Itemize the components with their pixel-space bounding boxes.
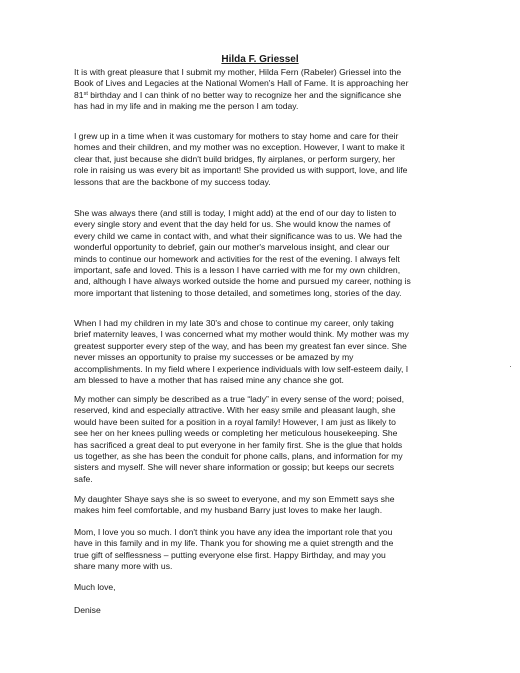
text-line: greatest supporter every step of the way, and has been my greatest fan ever since. She	[74, 340, 407, 351]
birthday-number: 81	[74, 89, 84, 100]
text-line: When I had my children in my late 30's and chose to continue my career, only taking	[74, 318, 394, 328]
paragraph-family	[74, 494, 469, 517]
paragraph-career	[74, 318, 469, 386]
text-line: My daughter Shaye says she is so sweet to everyone, and my son Emmett says she	[74, 494, 395, 504]
text-line: I grew up in a time when it was customary for mothers to stay home and care for their	[74, 131, 399, 141]
text-line: true gift of selflessness – putting everyone else first. Happy Birthday, and may you	[74, 549, 386, 560]
text-line: lessons that are the backbone of my success today.	[74, 176, 271, 187]
text-line: important, safe and loved. This is a lesson I have carried with me for my own children,	[74, 265, 401, 276]
letter-signature: Denise	[74, 605, 101, 615]
text-line: reserved, kind and especially attractive. With her easy smile and pleasant laugh, she	[74, 405, 396, 416]
text-line: brief maternity leaves, I was concerned what my mother would think. My mother was my	[74, 329, 409, 340]
text-line: have in this family and in my life. Thank you for showing me a quiet strength and the	[74, 538, 394, 549]
text-line: accomplishments. In my field where I experience individuals with low self-esteem daily, I	[74, 363, 409, 374]
letter-closing: Much love,	[74, 582, 116, 592]
text-line: My mother can simply be described as a true “lady” in every sense of the word; poised,	[74, 394, 405, 404]
intro-line-1: It is with great pleasure that I submit my mother, Hilda Fern (Rabeler) Griessel into the	[74, 67, 402, 77]
text-line: us together, as she has been the conduit for phone calls, plans, and information for my	[74, 451, 403, 462]
text-line: role in raising us was every bit as important! She provided us with support, love, and life	[74, 165, 408, 176]
scan-speck	[510, 366, 511, 367]
ordinal-suffix: st	[83, 90, 88, 97]
text-line: see her on her knees pulling weeds or completing her meticulous housekeeping. She	[74, 428, 398, 439]
text-line: minds to continue our homework and activities for the rest of the evening. I always felt	[74, 253, 400, 264]
text-line: makes him feel comfortable, and my husband Barry just loves to make her laugh.	[74, 505, 383, 516]
paragraph-love-you	[74, 527, 469, 573]
paragraph-always-there	[74, 208, 469, 299]
text-line: every child we came in contact with, and what their significance was to us. We had the	[74, 230, 403, 241]
text-line: homes and their children, and my mother was no exception. However, I want to make it	[74, 142, 405, 153]
text-line: has sacrificed a great deal to put everyone in her family first. She is the glue that holds	[74, 439, 403, 450]
text-line: never misses an opportunity to praise my successes or be amazed by my	[74, 352, 354, 363]
paragraph-true-lady	[74, 394, 469, 485]
letter-title: Hilda F. Griessel	[221, 54, 299, 65]
text-line: wonderful opportunity to debrief, gain our mother's marvelous insight, and clear our	[74, 242, 390, 253]
intro-line-3	[74, 90, 469, 101]
text-line: every single story and event that the day held for us. She would know the names of	[74, 219, 391, 230]
text-line: more important that listening to those detailed, and sometimes long, stories of the day.	[74, 287, 402, 298]
text-line: am blessed to have a mother that has raised mine any chance she got.	[74, 375, 344, 386]
intro-line-2: Book of Lives and Legacies at the National Women's Hall of Fame. It is approaching her	[74, 78, 409, 89]
text-line: safe.	[74, 473, 93, 484]
intro-line-3-rest: birthday and I can think of no better way to recognize her and the significance she	[87, 89, 402, 100]
text-line: would have been suited for a position in a royal family! However, I am just as likely to	[74, 416, 396, 427]
text-line: Mom, I love you so much. I don't think you have any idea the important role that you	[74, 527, 393, 537]
text-line: clear that, just because she didn't build bridges, fly airplanes, or perform surgery, her	[74, 153, 396, 164]
paragraph-intro	[74, 67, 469, 113]
text-line: share many more with us.	[74, 561, 173, 572]
intro-line-4: has had in my life and in making me the person I am today.	[74, 101, 299, 112]
text-line: She was always there (and still is today, I might add) at the end of our day to listen to	[74, 208, 397, 218]
text-line: and, although I have always worked outside the home and pursued my career, nothing is	[74, 276, 411, 287]
paragraph-growing-up	[74, 131, 469, 188]
text-line: sisters and myself. She will never share information or gossip; but keeps our secrets	[74, 462, 395, 473]
